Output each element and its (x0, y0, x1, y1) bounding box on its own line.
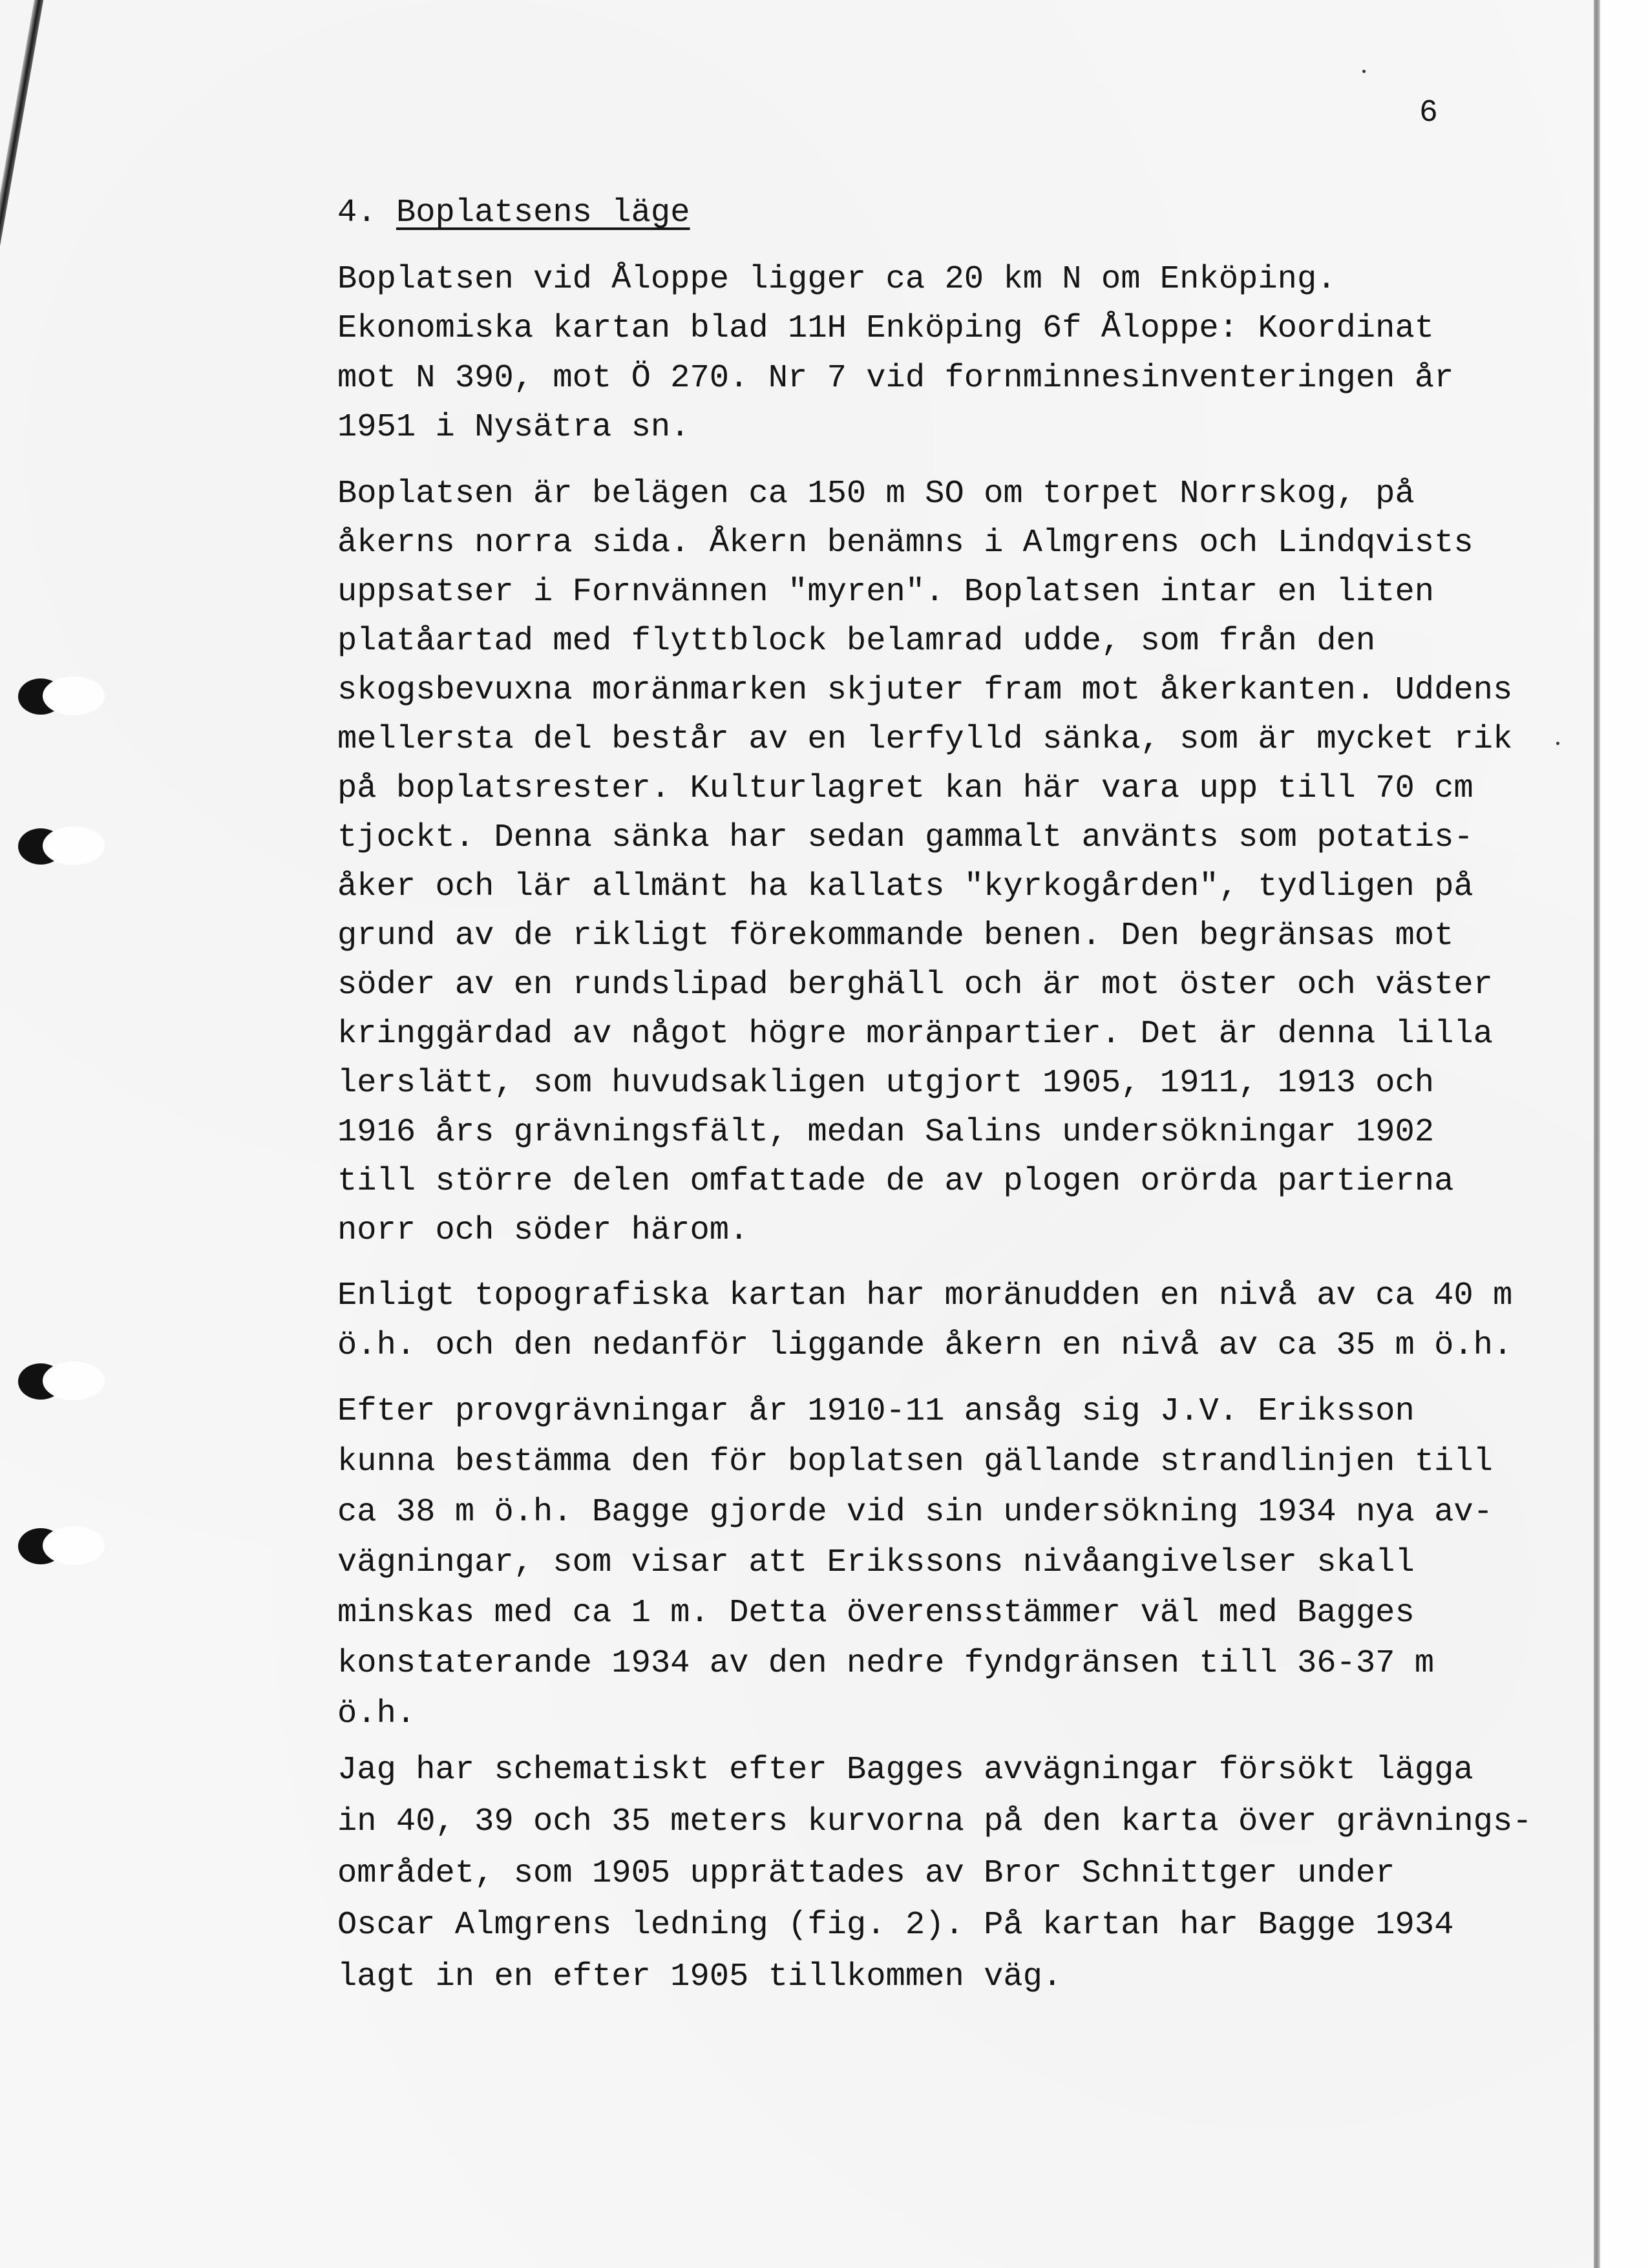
text-line: minskas med ca 1 m. Detta överensstämmer väl med Bagges (337, 1595, 1415, 1632)
text-line: Boplatsen vid Åloppe ligger ca 20 km N om Enköping. (337, 261, 1336, 298)
text-line: kringgärdad av något högre moränpartier. Det är denna lilla (337, 1016, 1493, 1053)
text-line: norr och söder härom. (337, 1212, 749, 1249)
text-line: området, som 1905 upprättades av Bror Schnittger under (337, 1855, 1395, 1892)
text-line: kunna bestämma den för boplatsen gällande strandlinjen till (337, 1444, 1493, 1480)
text-line: Enligt topografiska kartan har moränudden en nivå av ca 40 m (337, 1277, 1513, 1314)
heading-number: 4. (337, 194, 377, 231)
text-line: åkerns norra sida. Åkern benämns i Almgrens och Lindqvists (337, 525, 1474, 562)
section-heading (337, 194, 690, 233)
text-line: in 40, 39 och 35 meters kurvorna på den karta över grävnings- (337, 1803, 1532, 1840)
text-line: lerslätt, som huvudsakligen utgjort 1905, 1911, 1913 och (337, 1065, 1435, 1102)
text-line: Boplatsen är belägen ca 150 m SO om torpet Norrskog, på (337, 476, 1415, 512)
punch-hole (18, 678, 84, 715)
text-line: Efter provgrävningar år 1910-11 ansåg sig J.V. Eriksson (337, 1393, 1415, 1430)
text-line: uppsatser i Fornvännen "myren". Boplatsen intar en liten (337, 574, 1435, 611)
ink-speck (1556, 742, 1559, 745)
page-number: 6 (1419, 96, 1438, 131)
punch-hole (18, 1528, 84, 1564)
text-line: Oscar Almgrens ledning (fig. 2). På kartan har Bagge 1934 (337, 1907, 1454, 1944)
text-line: skogsbevuxna moränmarken skjuter fram mot åkerkanten. Uddens (337, 672, 1513, 709)
text-line: 1916 års grävningsfält, medan Salins undersökningar 1902 (337, 1114, 1435, 1151)
text-line: lagt in en efter 1905 tillkommen väg. (337, 1958, 1062, 1995)
text-line: till större delen omfattade de av plogen orörda partierna (337, 1163, 1454, 1200)
punch-hole (18, 828, 84, 865)
text-line: 1951 i Nysätra sn. (337, 408, 690, 446)
text-line: åker och lär allmänt ha kallats "kyrkogården", tydligen på (337, 868, 1474, 905)
text-line: ö.h. och den nedanför liggande åkern en nivå av ca 35 m ö.h. (337, 1327, 1513, 1364)
text-line: grund av de rikligt förekommande benen. Den begränsas mot (337, 918, 1454, 954)
text-line: ca 38 m ö.h. Bagge gjorde vid sin undersökning 1934 nya av- (337, 1494, 1493, 1531)
paper-edge (1594, 0, 1600, 2268)
text-line: vägningar, som visar att Erikssons nivåangivelser skall (337, 1544, 1415, 1581)
scan-background (1600, 0, 1648, 2268)
text-line: konstaterande 1934 av den nedre fyndgränsen till 36-37 m (337, 1645, 1435, 1682)
punch-hole (18, 1363, 84, 1400)
text-line: Jag har schematiskt efter Bagges avvägningar försökt lägga (337, 1752, 1474, 1789)
text-line: söder av en rundslipad berghäll och är mot öster och väster (337, 967, 1493, 1003)
text-line: mellersta del består av en lerfylld sänka, som är mycket rik (337, 721, 1513, 758)
ink-speck (1362, 70, 1366, 73)
text-line: mot N 390, mot Ö 270. Nr 7 vid fornminnesinventeringen år (337, 359, 1454, 397)
text-line: ö.h. (337, 1696, 416, 1732)
heading-title: Boplatsens läge (396, 194, 690, 231)
text-line: platåartad med flyttblock belamrad udde, som från den (337, 623, 1376, 660)
text-line: tjockt. Denna sänka har sedan gammalt använts som potatis- (337, 819, 1474, 856)
text-line: på boplatsrester. Kulturlagret kan här vara upp till 70 cm (337, 770, 1474, 807)
text-line: Ekonomiska kartan blad 11H Enköping 6f Åloppe: Koordinat (337, 310, 1435, 348)
